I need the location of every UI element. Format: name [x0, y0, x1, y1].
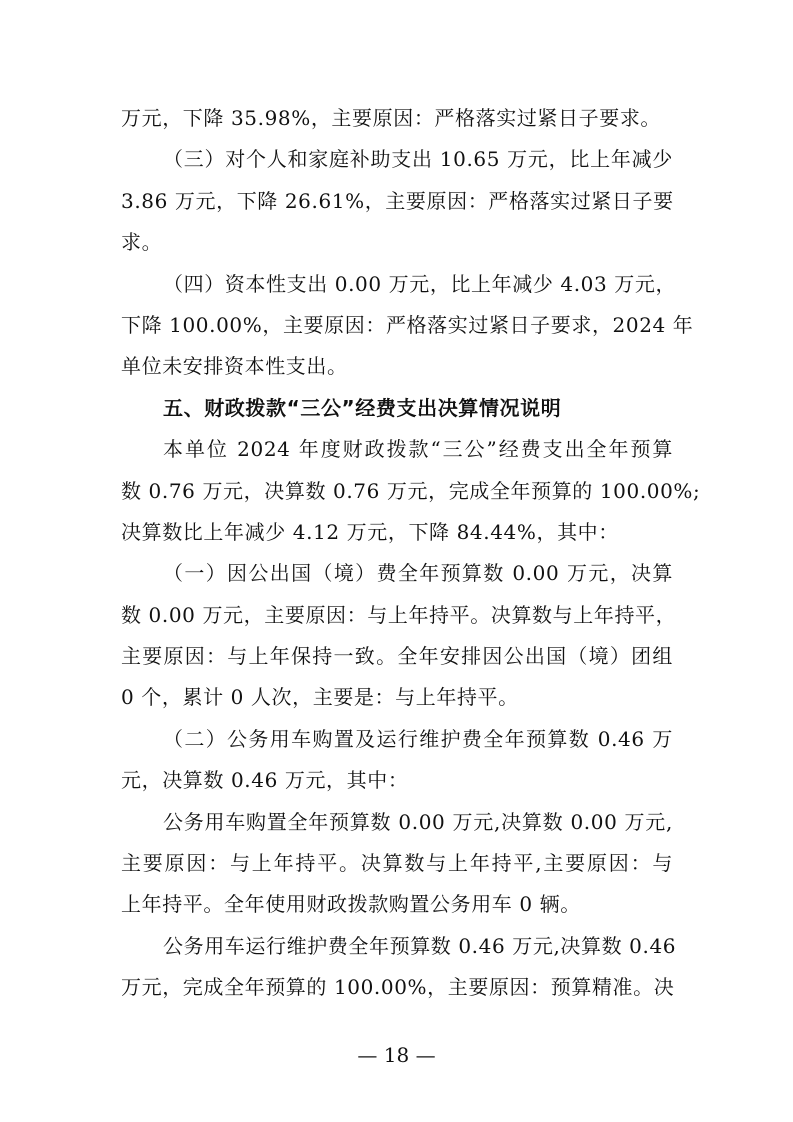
- text-line: 主要原因：与上年保持一致。全年安排因公出国（境）团组: [121, 644, 673, 669]
- text-line: 下降 100.00%，主要原因：严格落实过紧日子要求，2024 年: [121, 312, 694, 337]
- text-line: （二）公务用车购置及运行维护费全年预算数 0.46 万: [163, 726, 673, 751]
- text-line: 决算数比上年减少 4.12 万元，下降 84.44%，其中：: [121, 519, 619, 544]
- text-line: 上年持平。全年使用财政拨款购置公务用车 0 辆。: [121, 892, 581, 917]
- text-line: 万元，完成全年预算的 100.00%，主要原因：预算精准。决: [121, 975, 675, 1000]
- text-line: （三）对个人和家庭补助支出 10.65 万元，比上年减少: [163, 147, 673, 172]
- text-line: 0 个，累计 0 人次，主要是：与上年持平。: [121, 685, 519, 710]
- body-text: [121, 98, 701, 1009]
- text-line: （一）因公出国（境）费全年预算数 0.00 万元，决算: [163, 561, 673, 586]
- text-line: 公务用车购置全年预算数 0.00 万元,决算数 0.00 万元,: [163, 809, 673, 834]
- page-number: — 18 —: [357, 1043, 436, 1067]
- section-heading: 五、财政拨款“三公”经费支出决算情况说明: [163, 395, 562, 420]
- text-line: 数 0.76 万元，决算数 0.76 万元，完成全年预算的 100.00%;: [121, 478, 701, 503]
- text-line: 3.86 万元，下降 26.61%，主要原因：严格落实过紧日子要: [121, 188, 674, 213]
- text-line: 单位未安排资本性支出。: [121, 354, 348, 379]
- text-line: 万元，下降 35.98%，主要原因：严格落实过紧日子要求。: [121, 106, 662, 130]
- text-line: 元，决算数 0.46 万元，其中：: [121, 768, 409, 793]
- text-line: （四）资本性支出 0.00 万元，比上年减少 4.03 万元，: [163, 271, 677, 296]
- text-line: 数 0.00 万元，主要原因：与上年持平。决算数与上年持平，: [121, 602, 677, 627]
- text-line: 本单位 2024 年度财政拨款“三公”经费支出全年预算: [163, 437, 673, 462]
- text-line: 公务用车运行维护费全年预算数 0.46 万元,决算数 0.46: [163, 933, 677, 958]
- text-line: 求。: [121, 230, 163, 255]
- text-line: 主要原因：与上年持平。决算数与上年持平,主要原因：与: [121, 851, 673, 876]
